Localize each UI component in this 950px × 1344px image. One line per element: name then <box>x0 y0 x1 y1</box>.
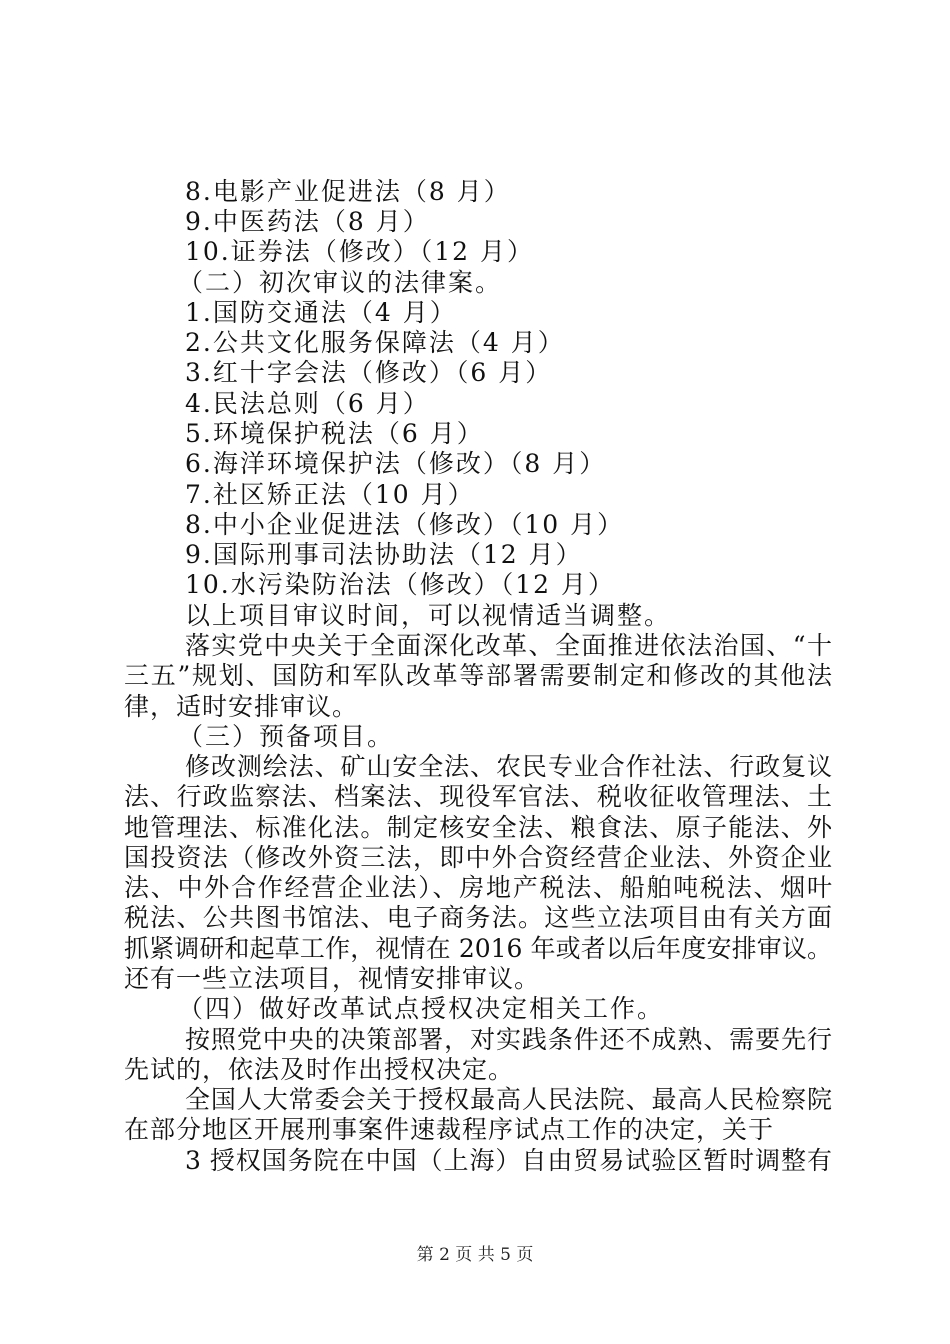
paragraph-line: 在部分地区开展刑事案件速裁程序试点工作的决定，关于 <box>124 1115 775 1144</box>
paragraph-line: 税法、公共图书馆法、电子商务法。这些立法项目由有关方面 <box>124 903 832 932</box>
list-item: 1.国防交通法（4 月） <box>185 298 457 327</box>
paragraph-line: 法、行政监察法、档案法、现役军官法、税收征收管理法、土 <box>124 782 832 811</box>
section-heading: （二）初次审议的法律案。 <box>178 268 503 297</box>
list-item: 8.电影产业促进法（8 月） <box>185 177 511 206</box>
paragraph-line: 按照党中央的决策部署，对实践条件还不成熟、需要先行 <box>185 1025 832 1054</box>
section-heading: （四）做好改革试点授权决定相关工作。 <box>178 994 665 1023</box>
paragraph-line: 3 授权国务院在中国（上海）自由贸易试验区暂时调整有 <box>185 1146 832 1175</box>
page-number-footer: 第 2 页 共 5 页 <box>416 1245 534 1265</box>
paragraph-line: 以上项目审议时间，可以视情适当调整。 <box>185 601 672 630</box>
paragraph-line: 律，适时安排审议。 <box>124 692 359 721</box>
list-item: 9.中医药法（8 月） <box>185 207 430 236</box>
paragraph-line: 抓紧调研和起草工作，视情在 2016 年或者以后年度安排审议。 <box>124 934 832 963</box>
paragraph-line: 三五”规划、国防和军队改革等部署需要制定和修改的其他法 <box>124 661 832 690</box>
list-item: 5.环境保护税法（6 月） <box>185 419 484 448</box>
paragraph-line: 落实党中央关于全面深化改革、全面推进依法治国、“十 <box>185 631 832 660</box>
section-heading: （三）预备项目。 <box>178 722 395 751</box>
paragraph-line: 全国人大常委会关于授权最高人民法院、最高人民检察院 <box>185 1085 832 1114</box>
list-item: 8.中小企业促进法（修改）（10 月） <box>185 510 625 539</box>
paragraph-line: 先试的，依法及时作出授权决定。 <box>124 1055 515 1084</box>
paragraph-line: 法、中外合作经营企业法）、房地产税法、船舶吨税法、烟叶 <box>124 873 832 902</box>
paragraph-line: 修改测绘法、矿山安全法、农民专业合作社法、行政复议 <box>185 752 832 781</box>
list-item: 9.国际刑事司法协助法（12 月） <box>185 540 583 569</box>
list-item: 4.民法总则（6 月） <box>185 389 430 418</box>
list-item: 10.水污染防治法（修改）（12 月） <box>185 570 616 599</box>
paragraph-line: 还有一些立法项目，视情安排审议。 <box>124 964 541 993</box>
paragraph-line: 地管理法、标准化法。制定核安全法、粮食法、原子能法、外 <box>124 813 832 842</box>
paragraph-line: 国投资法（修改外资三法，即中外合资经营企业法、外资企业 <box>124 843 832 872</box>
list-item: 2.公共文化服务保障法（4 月） <box>185 328 565 357</box>
list-item: 6.海洋环境保护法（修改）（8 月） <box>185 449 607 478</box>
list-item: 3.红十字会法（修改）（6 月） <box>185 358 553 387</box>
list-item: 10.证券法（修改）（12 月） <box>185 237 535 266</box>
list-item: 7.社区矫正法（10 月） <box>185 480 475 509</box>
